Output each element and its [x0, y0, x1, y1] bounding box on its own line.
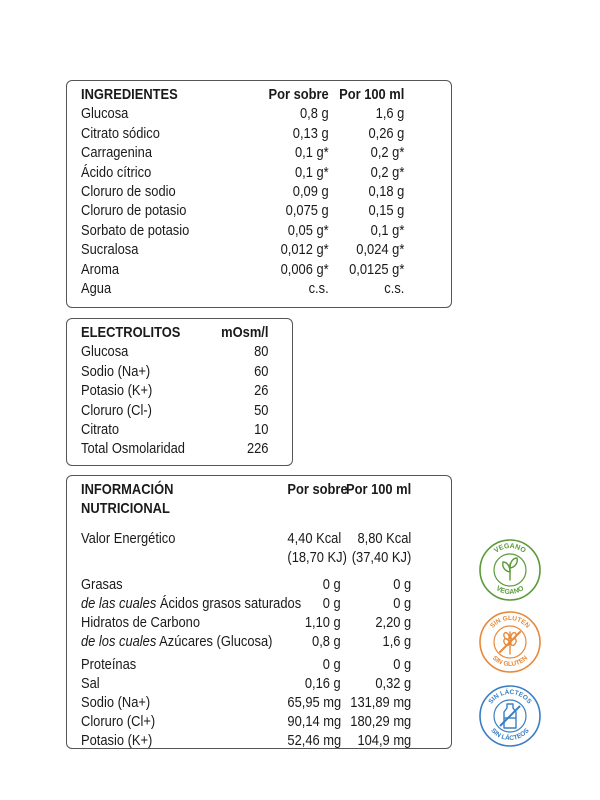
ingredient-name: Carragenina	[81, 144, 153, 162]
ingredient-per-sachet: 0,1 g*	[294, 144, 329, 162]
nutrient-per-sachet: 0,8 g	[312, 633, 341, 650]
nutrition-table	[66, 475, 452, 749]
milk-bottle-crossed-icon	[500, 704, 520, 728]
table-row	[81, 632, 438, 651]
ingredient-name: Agua	[81, 280, 112, 298]
ingredient-name: Cloruro de potasio	[81, 202, 187, 220]
vegan-bottom-label: VEGANO	[494, 585, 526, 597]
nutrient-per-sachet: 1,10 g	[304, 614, 341, 631]
table-row	[81, 594, 438, 613]
nutrient-per-100ml: 131,89 mg	[350, 694, 412, 711]
electrolyte-name: Citrato	[81, 421, 120, 439]
table-row	[81, 124, 438, 143]
gluten-top-label: SIN GLUTEN	[489, 615, 531, 630]
ingredients-table	[66, 80, 452, 308]
electrolyte-name: Potasio (K+)	[81, 382, 153, 400]
nutrient-label: Azúcares (Glucosa)	[156, 633, 273, 650]
leaf-icon	[503, 558, 517, 580]
nutrient-name: Potasio (K+)	[81, 732, 153, 749]
electrolyte-value: 226	[246, 440, 269, 458]
electrolyte-value: 60	[254, 362, 269, 380]
lactose-free-badge	[478, 684, 542, 748]
electrolyte-value: 80	[254, 343, 269, 361]
col-por-sobre: Por sobre	[287, 481, 348, 498]
nutrient-name: Grasas	[81, 576, 123, 593]
nutrition-header-line2	[81, 499, 438, 518]
table-row	[81, 575, 438, 594]
nutrition-title-line2: NUTRICIONAL	[81, 500, 170, 517]
gluten-bottom-label: SIN GLUTEN	[490, 654, 530, 669]
table-row	[81, 529, 438, 548]
ingredient-per-100ml: 0,26 g	[368, 124, 405, 142]
table-row	[81, 439, 280, 458]
nutrient-per-100ml: 0,32 g	[375, 675, 412, 692]
table-row	[81, 143, 438, 162]
table-row	[81, 381, 280, 400]
ingredient-per-100ml: 0,1 g*	[370, 221, 405, 239]
ingredient-name: Glucosa	[81, 105, 129, 123]
ingredient-per-sachet: 0,09 g	[292, 183, 329, 201]
ingredient-per-sachet: 0,006 g*	[280, 260, 329, 278]
ingredient-per-100ml: 0,2 g*	[370, 163, 405, 181]
electrolyte-name: Sodio (Na+)	[81, 362, 151, 380]
nutrient-prefix: de las cuales	[81, 595, 157, 612]
ingredient-per-sachet: 0,012 g*	[280, 241, 329, 259]
vegan-badge	[478, 538, 542, 602]
nutrient-per-100ml: (37,40 KJ)	[351, 549, 412, 566]
nutrient-per-100ml: 0 g	[393, 576, 412, 593]
electrolyte-value: 10	[254, 421, 269, 439]
nutrient-per-100ml: 1,6 g	[382, 633, 412, 650]
ingredient-per-sachet: c.s.	[308, 280, 329, 298]
ingredient-per-100ml: c.s.	[384, 280, 405, 298]
ingredient-per-100ml: 0,024 g*	[356, 241, 405, 259]
ingredient-per-100ml: 1,6 g	[375, 105, 405, 123]
table-row	[81, 362, 280, 381]
nutrient-per-100ml: 2,20 g	[375, 614, 412, 631]
nutrient-name: Sal	[81, 675, 100, 692]
ingredient-name: Citrato sódico	[81, 124, 160, 142]
table-row	[81, 731, 438, 750]
table-row	[81, 712, 438, 731]
table-row	[81, 221, 438, 240]
ingredient-name: Cloruro de sodio	[81, 183, 176, 201]
col-por-100ml: Por 100 ml	[339, 86, 405, 103]
ingredient-per-100ml: 0,0125 g*	[349, 260, 405, 278]
nutrient-per-100ml: 8,80 Kcal	[357, 530, 412, 547]
table-row	[81, 342, 280, 361]
electrolyte-value: 26	[254, 382, 269, 400]
nutrient-per-100ml: 0 g	[393, 656, 412, 673]
nutrient-name	[81, 632, 287, 651]
table-row	[81, 674, 438, 693]
nutrient-per-sachet: 0,16 g	[304, 675, 341, 692]
nutrient-per-100ml: 104,9 mg	[357, 732, 412, 749]
ingredient-name: Aroma	[81, 260, 120, 278]
table-row	[81, 548, 438, 567]
nutrient-per-sachet: 52,46 mg	[287, 732, 342, 749]
nutrient-name: Sodio (Na+)	[81, 694, 151, 711]
nutrient-name	[81, 594, 302, 613]
nutrient-per-sachet: 90,14 mg	[287, 713, 342, 730]
ingredient-per-sachet: 0,075 g	[285, 202, 329, 220]
nutrient-name: Proteínas	[81, 656, 137, 673]
nutrition-title-line1: INFORMACIÓN	[81, 481, 174, 498]
ingredient-per-sachet: 0,13 g	[292, 124, 329, 142]
lactose-top-label: SIN LÁCTEOS	[487, 688, 533, 706]
ingredient-per-sachet: 0,05 g*	[287, 221, 329, 239]
nutrient-name: Valor Energético	[81, 530, 176, 547]
nutrient-per-sachet: 4,40 Kcal	[287, 530, 342, 547]
electrolytes-title: ELECTROLITOS	[81, 324, 181, 341]
vegan-top-label: VEGANO	[493, 542, 527, 555]
nutrient-per-sachet: 0 g	[322, 656, 341, 673]
nutrition-header	[81, 480, 438, 499]
ingredient-per-100ml: 0,2 g*	[370, 144, 405, 162]
electrolytes-table	[66, 318, 293, 466]
table-row	[81, 163, 438, 182]
electrolyte-value: 50	[254, 401, 269, 419]
table-row	[81, 401, 280, 420]
table-row	[81, 201, 438, 220]
col-por-100ml: Por 100 ml	[345, 481, 412, 498]
nutrient-per-100ml: 180,29 mg	[350, 713, 412, 730]
nutrient-per-sachet: (18,70 KJ)	[287, 549, 347, 566]
nutrient-prefix: de los cuales	[81, 633, 157, 650]
ingredient-per-100ml: 0,15 g	[368, 202, 405, 220]
nutrient-per-100ml: 0 g	[393, 595, 412, 612]
table-row	[81, 104, 438, 123]
nutrient-name: Hidratos de Carbono	[81, 614, 201, 631]
table-row	[81, 420, 280, 439]
table-row	[81, 613, 438, 632]
nutrient-name: Cloruro (Cl+)	[81, 713, 156, 730]
ingredient-per-sachet: 0,8 g	[299, 105, 329, 123]
electrolyte-name: Cloruro (Cl-)	[81, 401, 152, 419]
ingredient-per-sachet: 0,1 g*	[294, 163, 329, 181]
electrolyte-name: Glucosa	[81, 343, 129, 361]
table-row	[81, 182, 438, 201]
table-row	[81, 693, 438, 712]
table-row	[81, 260, 438, 279]
table-row	[81, 240, 438, 259]
ingredients-title: INGREDIENTES	[81, 86, 178, 103]
col-mosm: mOsm/l	[221, 324, 269, 341]
nutrient-per-sachet: 0 g	[322, 576, 341, 593]
wheat-crossed-icon	[500, 632, 520, 654]
gluten-free-badge	[478, 610, 542, 674]
ingredient-name: Ácido cítrico	[81, 163, 152, 181]
lactose-bottom-label: SIN LÁCTEOS	[489, 727, 531, 743]
col-por-sobre: Por sobre	[268, 86, 329, 103]
nutrient-per-sachet: 0 g	[322, 595, 341, 612]
table-row	[81, 655, 438, 674]
ingredient-per-100ml: 0,18 g	[368, 183, 405, 201]
electrolyte-name: Total Osmolaridad	[81, 440, 185, 458]
ingredients-header	[81, 85, 438, 104]
table-row	[81, 279, 438, 298]
electrolytes-header	[81, 323, 280, 342]
ingredient-name: Sucralosa	[81, 241, 139, 259]
ingredient-name: Sorbato de potasio	[81, 221, 190, 239]
nutrient-per-sachet: 65,95 mg	[287, 694, 342, 711]
nutrient-label: Ácidos grasos saturados	[156, 595, 302, 612]
